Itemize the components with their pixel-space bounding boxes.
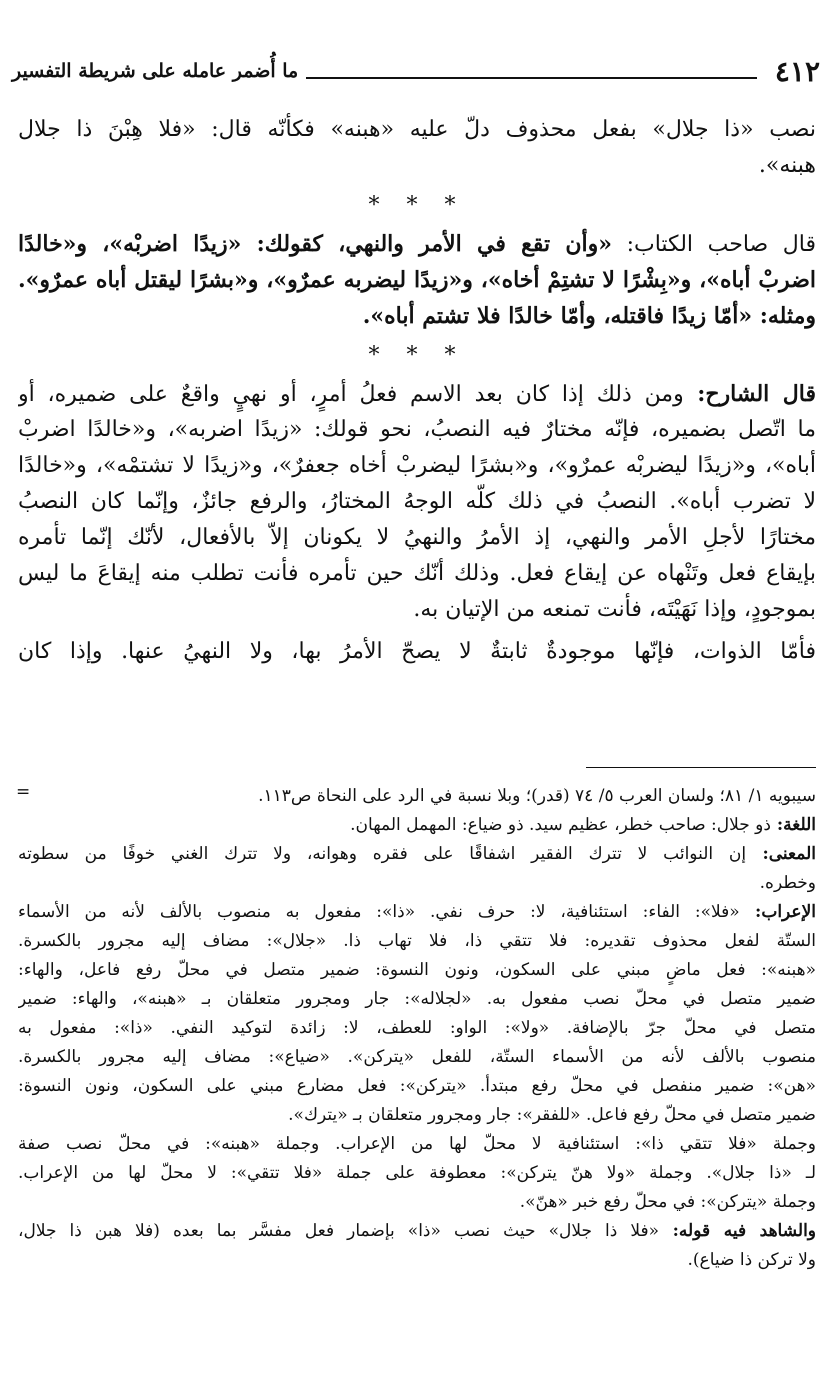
footnote-rule — [586, 767, 816, 768]
footnote-line: «هن»: ضمير منفصل في محلّ رفع مبتدأ. «يتركن»: فعل مضارع مبني على السكون، ونون النسوة: — [18, 1076, 816, 1096]
footnote-label: المعنى: — [746, 844, 816, 864]
text-line: مختارًا لأجلِ الأمر والنهي، إذ الأمرُ والنهيُ لا يكونان إلاّ بالأفعال، لأنّك إنّما تأمره — [18, 525, 816, 550]
text-line: هبنه». — [758, 153, 816, 178]
footnote-line: سيبويه ١/ ٨١؛ ولسان العرب ٥/ ٧٤ (قدر)؛ وبلا نسبة في الرد على النحاة ص١١٣. — [258, 786, 816, 806]
footnote-line: ولا تركن ذا ضياع). — [687, 1250, 816, 1270]
text-line: ما اتّصل بضميره، فإنّه مختارٌ فيه النصبُ، نحو قولك: «زيدًا اضربه»، و«خالدًا اضربْ — [18, 417, 816, 442]
section-separator: * * * — [368, 343, 466, 368]
main-text — [18, 112, 816, 670]
page-header — [12, 54, 820, 88]
footnote-line: وجملة «فلا تتقي ذا»: استئنافية لا محلّ لها من الإعراب. وجملة «هبنه»: في محلّ نصب صفة — [18, 1134, 816, 1154]
footnote-text: إن النوائب لا تترك الفقير اشفاقًا على فقره وهوانه، ولا تترك الغني خوفًا من سطوته — [18, 844, 747, 864]
continuation-marker: = — [16, 782, 31, 802]
text-line: بموجودٍ، وإذا نَهَيْتَه، فأنت تمنعه من الإتيان به. — [413, 597, 816, 622]
footnote-text: ذو جلال: صاحب خطر، عظيم سيد. ذو ضياع: المهمل المهان. — [350, 815, 771, 835]
section-separator: * * * — [368, 193, 466, 218]
text-line: اضربْ أباه»، و«بِشْرًا لا تشتِمْ أخاه»، و«زيدًا ليضربه عمرٌو»، و«بشرًا ليقتل أباه عمرٌو». — [18, 267, 816, 293]
footnote-label: والشاهد فيه قوله: — [659, 1221, 816, 1241]
commentator-label: قال الشارح: — [683, 381, 816, 407]
footnotes — [18, 782, 816, 1275]
footnote-line: متصل في محلّ جرّ بالإضافة. «ولا»: الواو: للعطف، لا: زائدة لتوكيد النفي. «ذا»: مفعول به — [18, 1018, 816, 1038]
footnote-line: لـ «ذا جلال». وجملة «ولا هنّ يتركن»: معطوفة على جملة «فلا تتقي»: لا محلّ لها من الإعراب. — [18, 1163, 816, 1183]
footnote-text: «فلا ذا جلال» حيث نصب «ذا» بإضمار فعل مفسَّر بما بعده (فلا هبن ذا جلال، — [18, 1221, 660, 1241]
footnote-line — [18, 840, 816, 869]
page-number: ٤١٢ — [774, 54, 820, 88]
footnote-label: الإعراب: — [739, 902, 816, 922]
text-line: نصب «ذا جلال» بفعل محذوف دلّ عليه «هبنه» فكأنّه قال: «فلا هِبْنَ ذا جلال — [18, 117, 816, 142]
author-intro: قال صاحب الكتاب: — [612, 232, 816, 257]
quoted-text: «وأن تقع في الأمر والنهي، كقولك: «زيدًا اضربْه»، و«خالدًا — [18, 231, 612, 257]
footnote-line — [18, 811, 816, 840]
footnote-line: منصوب بالألف لأنه من الأسماء الستّة، للفعل «يتركن». «ضياع»: مضاف إليه مجرور بالكسرة. — [18, 1047, 816, 1067]
commentary-text: ومن ذلك إذا كان بعد الاسم فعلُ أمرٍ، أو نهيٍ واقعٌ على ضميره، أو — [18, 382, 684, 407]
text-line: بإيقاع فعل وتَنْهاه عن إيقاع فعل. وذلك أنّك حين تأمره فأنت تطلب منه إيقاعَ ما ليس — [18, 561, 816, 586]
footnote-line — [18, 898, 816, 927]
text-line: لا تضرب أباه». النصبُ في ذلك كلّه الوجهُ المختارُ، والرفع جائزٌ، وإنّما كان النصبُ — [18, 489, 816, 514]
footnote-line: ضمير متصل في محلّ رفع فاعل. «للفقر»: جار ومجرور متعلقان بـ «يترك». — [288, 1105, 816, 1125]
footnote-line — [18, 1217, 816, 1246]
footnote-text: «فلا»: الفاء: استئنافية، لا: حرف نفي. «ذا»: مفعول به منصوب بالألف لأنه من الأسماء — [18, 902, 740, 922]
text-line: أباه»، و«زيدًا ليضربْه عمرٌو»، و«بشرًا ليضربْ أخاه جعفرٌ»، و«زيدًا لا تشتمْه»، و«خالدًا — [18, 453, 816, 478]
text-line — [18, 226, 816, 262]
text-line: ومثله: «أمّا زيدًا فاقتله، وأمّا خالدًا فلا تشتم أباه». — [362, 303, 816, 329]
footnote-line: الستّة لفعل محذوف تقديره: فلا تتقي ذا، فلا تهاب ذا. «جلال»: مضاف إليه مجرور بالكسرة. — [18, 931, 816, 951]
footnote-label: اللغة: — [770, 815, 816, 835]
header-rule — [306, 77, 757, 79]
footnote-line: وجملة «يتركن»: في محلّ رفع خبر «هنّ». — [519, 1192, 816, 1212]
footnote-line: وخطره. — [759, 873, 816, 893]
footnote-line: ضمير متصل في محلّ نصب مفعول به. «لجلاله»: جار ومجرور متعلقان بـ «هبنه»، والهاء: ضمير — [18, 989, 816, 1009]
running-title: ما أُضمر عامله على شريطة التفسير — [12, 60, 299, 82]
text-line: فأمّا الذوات، فإنّها موجودةٌ ثابتةٌ لا يصحّ الأمرُ بها، ولا النهيُ عنها. وإذا كان — [18, 639, 816, 664]
footnote-line: «هبنه»: فعل ماضٍ مبني على السكون، ونون النسوة: ضمير متصل في محلّ رفع فاعل، والهاء: — [18, 960, 816, 980]
text-line — [18, 376, 816, 412]
